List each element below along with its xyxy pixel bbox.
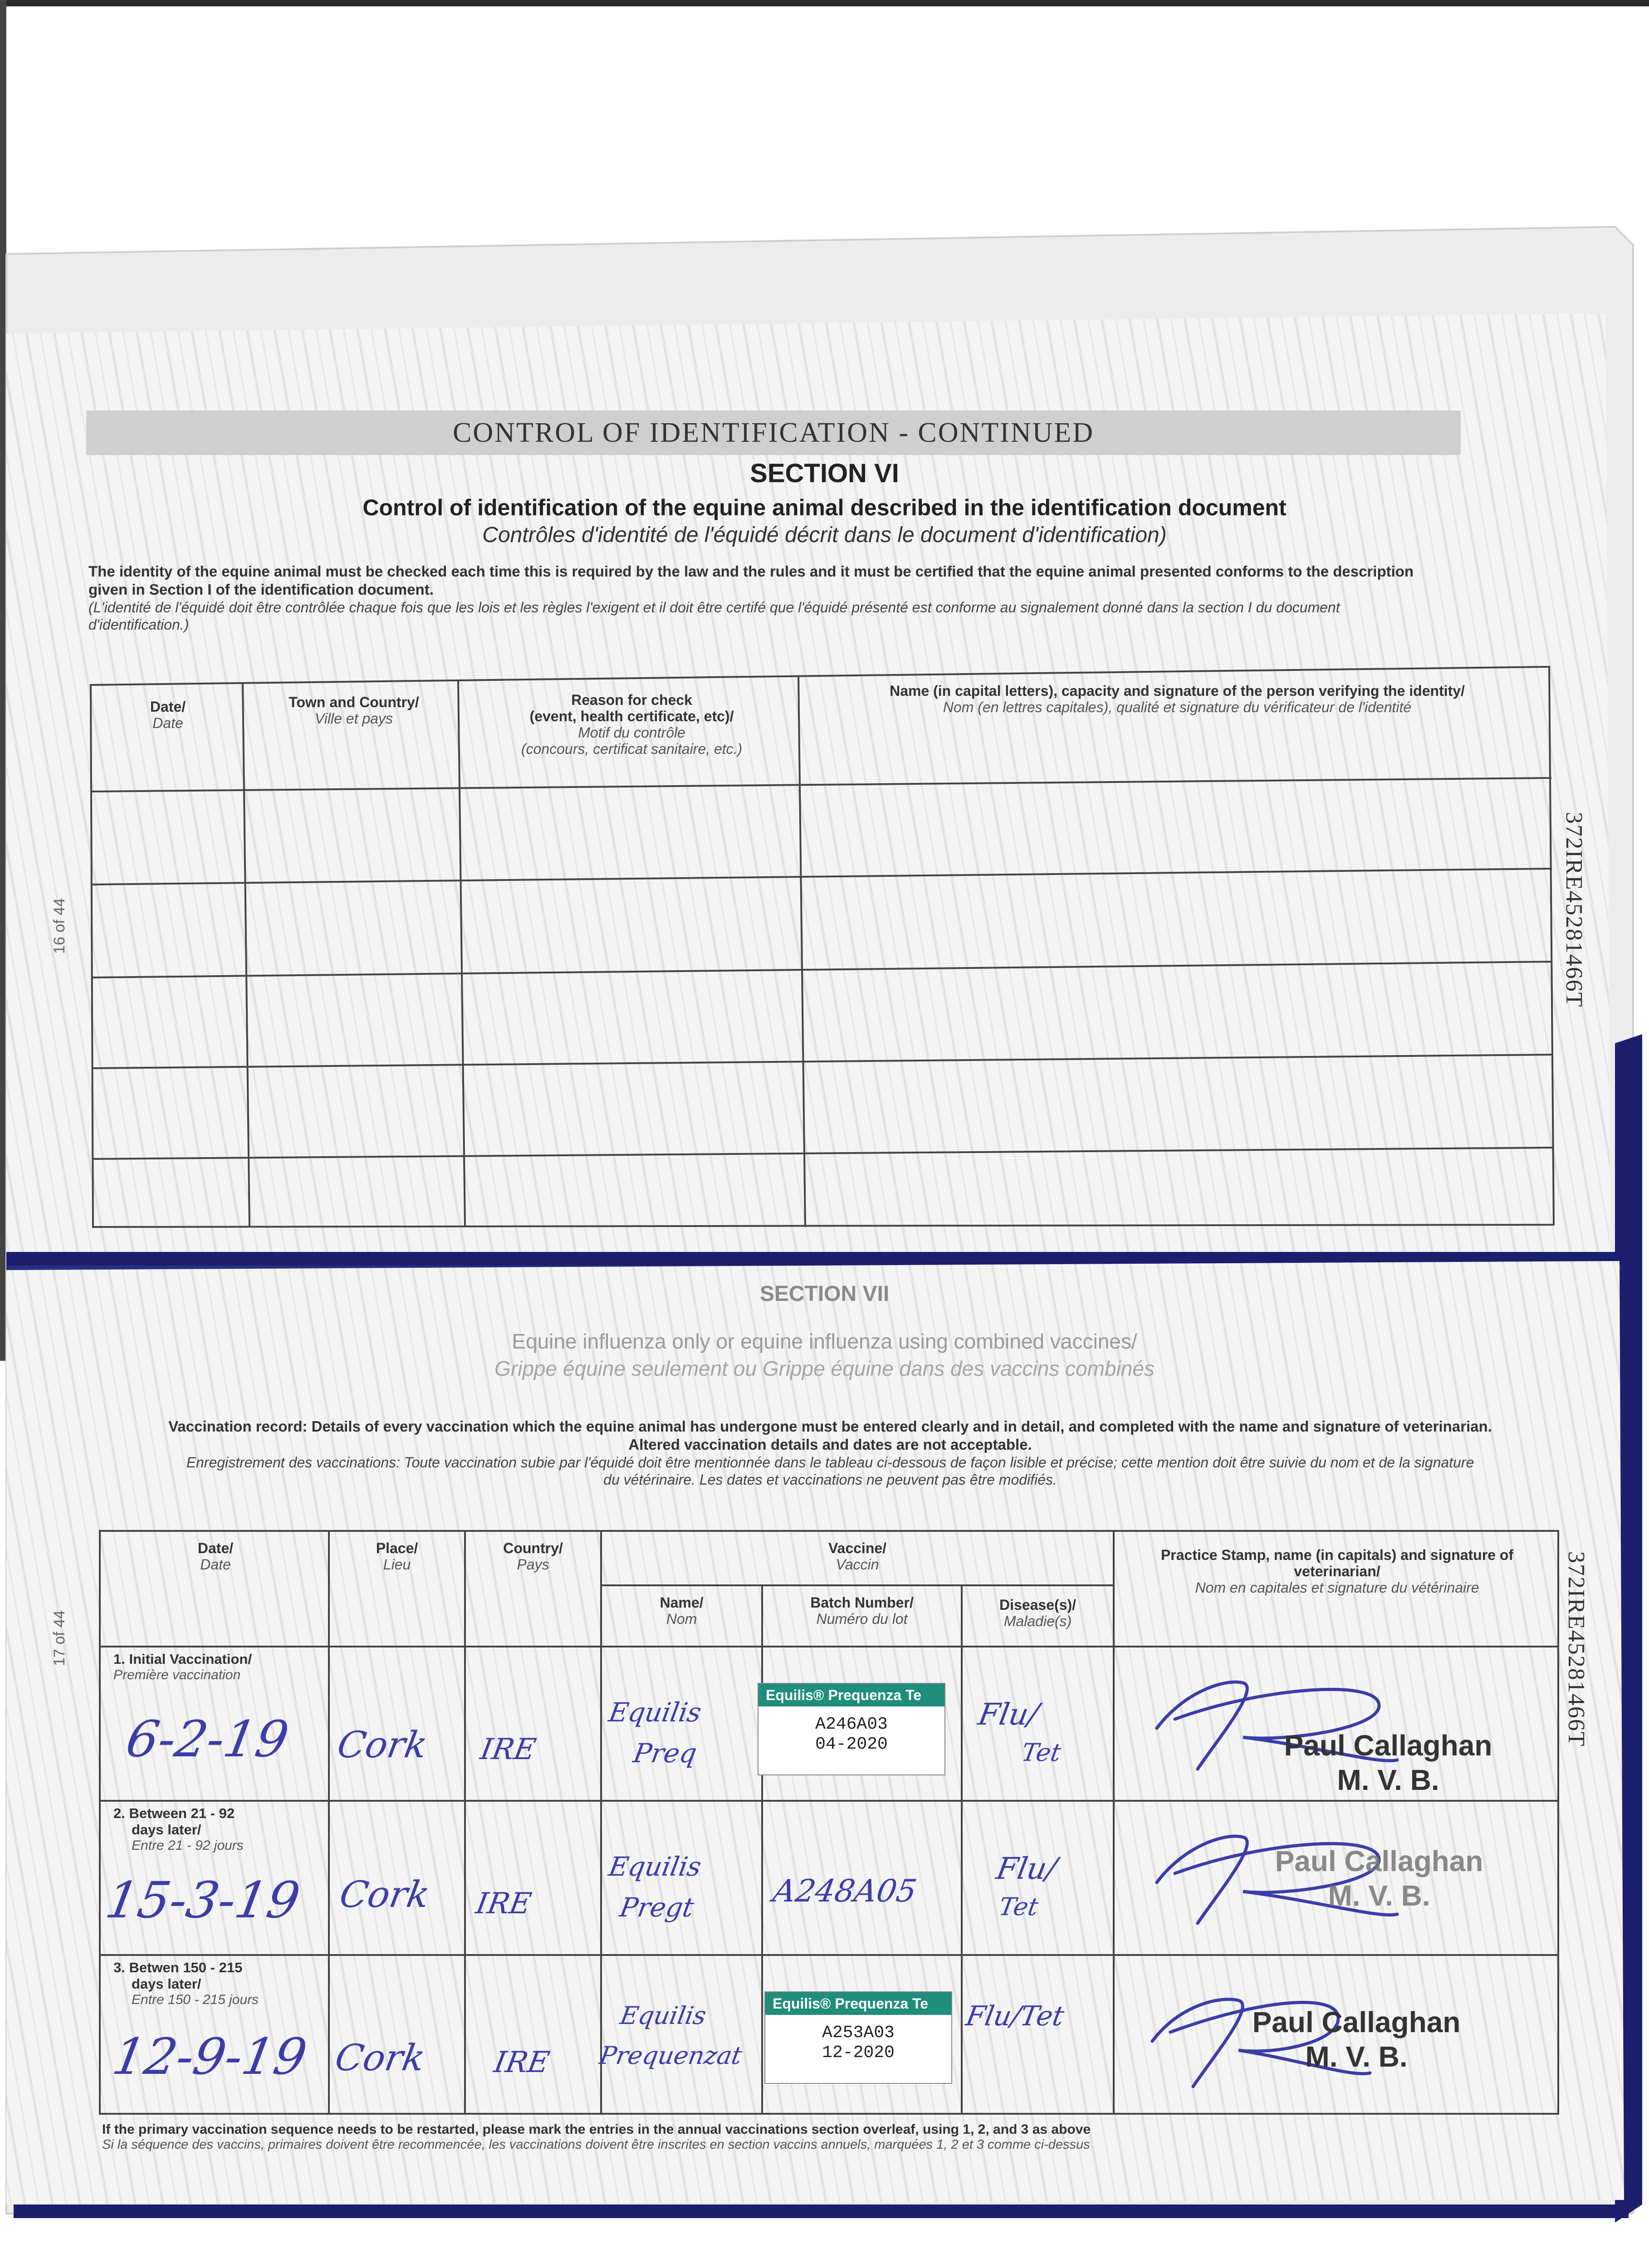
s7-col-name-fr: Nom: [666, 1611, 697, 1627]
row3-vaccine-name: [596, 1996, 752, 2076]
s7-col-country-en: Country/: [503, 1540, 563, 1556]
s6-col-name-en: Name (in capital letters), capacity and signature of the person verifying the identity/: [890, 683, 1465, 699]
row3-vaccine-name-1: Equilis: [618, 2001, 709, 2030]
row2-date: 15-3-19: [101, 1871, 304, 1929]
row2-disease-2: Tet: [997, 1892, 1041, 1921]
row1-batch-brand: Equilis® Prequenza Te: [758, 1684, 944, 1706]
row3-vet-stamp: [1198, 2005, 1515, 2074]
s6-col-reason-en-2: (event, health certificate, etc)/: [529, 708, 734, 724]
row1-vet-stamp: [1229, 1728, 1547, 1797]
s7-col-vaccine-name: [601, 1594, 762, 1627]
section7-footer-en: If the primary vaccination sequence needs to be restarted, please mark the entries in the annual vaccinations section overleaf, using 1, 2, and 3 as above: [102, 2122, 1091, 2137]
section7-subtitle-en: Equine influenza only or equine influenza using combined vaccines/: [512, 1330, 1137, 1353]
row2-country: IRE: [473, 1887, 534, 1921]
row3-label: [113, 1960, 327, 2008]
row1-country: IRE: [478, 1733, 538, 1766]
section7-intro: [104, 1418, 1556, 1488]
section7-passport-number: 372IRE45281466T: [1563, 1551, 1589, 1747]
s6-col-date-en: Date/: [150, 699, 186, 715]
row3-batch-brand: Equilis® Prequenza Te: [765, 1992, 951, 2015]
section6-intro-fr-1: (L'identité de l'équidé doit être contrôlée chaque fois que les lois et les règles l'exigent et il doit être certifé que l'équidé présenté est conforme au signalement donné dans la section I du document: [88, 599, 1340, 616]
row1-vaccine-name-1: Equilis: [606, 1697, 704, 1728]
row2-vet-name: Paul Callaghan: [1275, 1845, 1483, 1877]
row2-vaccine-name-1: Equilis: [606, 1851, 704, 1882]
row3-batch-label: [764, 1991, 952, 2084]
s6-col-reason-en-1: Reason for check: [571, 692, 692, 708]
section6-intro-en-1: The identity of the equine animal must be checked each time this is required by the law and the rules and it must be certified that the equine animal presented conforms to the description: [88, 563, 1414, 580]
row1-label: [113, 1651, 327, 1683]
row3-batch-number: A253A03: [822, 2023, 895, 2043]
row2-label: [113, 1805, 327, 1853]
section6-intro: [88, 562, 1540, 633]
row3-disease: Flu/Tet: [963, 2000, 1067, 2032]
row3-place: Cork: [332, 2037, 429, 2079]
row1-place: Cork: [334, 1724, 431, 1766]
row1-batch-expiry: 04-2020: [815, 1735, 888, 1754]
row2-label-en-1: 2. Between 21 - 92: [113, 1805, 235, 1821]
s7-col-stamp-en-1: Practice Stamp, name (in capitals) and signature of: [1160, 1547, 1514, 1563]
row1-batch-number: A246A03: [815, 1715, 888, 1734]
s6-col-reason-fr-1: Motif du contrôle: [578, 724, 685, 741]
row1-vaccine-name: [598, 1692, 707, 1774]
row3-label-en-2: days later/: [132, 1976, 201, 1992]
s7-col-stamp-fr: Nom en capitales et signature du vétérinaire: [1195, 1579, 1479, 1596]
section6-page-number: 16 of 44: [51, 898, 68, 954]
s7-col-stamp: [1116, 1547, 1558, 1596]
row1-vaccine-name-2: Preq: [631, 1738, 700, 1769]
section7-intro-label: Vaccination record:: [168, 1418, 308, 1435]
s7-col-vaccine-fr: Vaccin: [836, 1556, 879, 1573]
s6-col-town-en: Town and Country/: [289, 694, 419, 710]
section7-intro-fr-2: du vétérinaire. Les dates et vaccinations ne peuvent pas être modifiés.: [603, 1471, 1057, 1488]
s6-col-reason: [463, 692, 801, 757]
row3-date: 12-9-19: [108, 2028, 311, 2086]
row1-disease: [969, 1696, 1071, 1771]
row1-date: 6-2-19: [122, 1710, 293, 1768]
s7-col-date-fr: Date: [200, 1556, 231, 1573]
s7-col-disease-en: Disease(s)/: [999, 1597, 1076, 1613]
row1-vet-name: Paul Callaghan: [1284, 1729, 1492, 1762]
s6-col-town-fr: Ville et pays: [315, 710, 393, 727]
section7-intro-fr-1: Enregistrement des vaccinations: Toute vaccination subie par l'équidé doit être mentionnée dans le tableau ci-dessous de façon lisible et précise; cette mention doit être suivie du nom et de la signature: [186, 1454, 1474, 1471]
s7-col-stamp-en-2: veterinarian/: [1294, 1563, 1380, 1579]
section7-subtitle-fr: Grippe équine seulement ou Grippe équine dans des vaccins combinés: [494, 1357, 1155, 1380]
section7-intro-en-1: Details of every vaccination which the equine animal has undergone must be entered clearly and in detail, and completed with the name and signature of veterinarian.: [311, 1418, 1492, 1435]
section7-footer: [102, 2122, 1554, 2152]
row3-label-fr: Entre 150 - 215 jours: [132, 1992, 259, 2007]
section7-page-number: 17 of 44: [51, 1610, 68, 1666]
s7-col-disease-fr: Maladie(s): [1003, 1613, 1072, 1629]
s7-col-place-en: Place/: [376, 1540, 418, 1556]
s6-col-date-fr: Date: [152, 715, 183, 731]
row1-label-fr: Première vaccination: [113, 1667, 241, 1682]
s6-col-name-fr: Nom (en lettres capitales), qualité et signature du vérificateur de l'identité: [943, 699, 1412, 715]
row1-label-en: 1. Initial Vaccination/: [113, 1651, 252, 1667]
s6-col-town: [247, 694, 460, 727]
section6-subtitle-en: Control of identification of the equine animal described in the identification document: [362, 495, 1287, 520]
section6-subtitle-fr: Contrôles d'identité de l'équidé décrit dans le document d'identification): [482, 523, 1167, 547]
section6-header-band: CONTROL OF IDENTIFICATION - CONTINUED: [86, 411, 1461, 455]
s7-col-vaccine: [601, 1540, 1114, 1573]
s7-col-place-fr: Lieu: [383, 1556, 411, 1573]
row1-vet-title: M. V. B.: [1337, 1764, 1439, 1796]
s7-col-place: [329, 1540, 465, 1573]
s7-col-date-en: Date/: [197, 1540, 234, 1556]
s6-col-date: [93, 699, 243, 731]
row1-batch-label: [758, 1683, 945, 1775]
s7-col-country-fr: Pays: [517, 1556, 549, 1573]
s7-col-country: [465, 1540, 601, 1573]
section7-footer-fr: Si la séquence des vaccins, primaires doivent être recommencée, les vaccinations doivent être inscrites en section vaccins annuels, marquées 1, 2 et 3 comme ci-dessus: [102, 2137, 1090, 2152]
row1-disease-1: Flu/: [975, 1697, 1042, 1732]
row2-batch-number: A248A05: [770, 1873, 920, 1909]
s7-col-disease: [962, 1597, 1114, 1629]
row2-vet-title: M. V. B.: [1328, 1879, 1430, 1912]
row2-vaccine-name: [598, 1846, 705, 1928]
row3-batch-expiry: 12-2020: [822, 2043, 895, 2063]
section6-title: SECTION VI: [750, 459, 899, 488]
section7-title: SECTION VII: [759, 1282, 890, 1306]
s6-col-name: [805, 683, 1549, 715]
row1-disease-2: Tet: [1019, 1738, 1063, 1767]
s7-col-name-en: Name/: [660, 1594, 704, 1611]
row2-label-fr: Entre 21 - 92 jours: [132, 1838, 244, 1853]
s7-col-vaccine-en: Vaccine/: [828, 1540, 887, 1556]
row3-label-en-1: 3. Betwen 150 - 215: [113, 1960, 243, 1975]
row2-vaccine-name-2: Pregt: [617, 1892, 696, 1923]
row3-vet-name: Paul Callaghan: [1252, 2006, 1461, 2038]
s7-col-date: [102, 1540, 329, 1573]
section6-intro-fr-2: d'identification.): [88, 616, 189, 633]
row2-disease-1: Flu/: [993, 1851, 1060, 1886]
s7-col-batch-en: Batch Number/: [810, 1594, 914, 1611]
s6-col-reason-fr-2: (concours, certificat sanitaire, etc.): [521, 741, 743, 757]
row2-label-en-2: days later/: [132, 1822, 201, 1838]
section6-intro-en-2: given in Section I of the identification document.: [88, 581, 434, 598]
row3-country: IRE: [491, 2046, 552, 2079]
s7-col-batch-fr: Numéro du lot: [816, 1611, 908, 1627]
section6-passport-number: 372IRE45281466T: [1561, 812, 1587, 1008]
row2-place: Cork: [336, 1873, 433, 1916]
row2-vet-stamp: [1220, 1844, 1538, 1913]
s7-col-batch: [762, 1594, 962, 1627]
section7-intro-en-2: Altered vaccination details and dates are not acceptable.: [628, 1436, 1032, 1453]
row3-vet-title: M. V. B.: [1305, 2040, 1408, 2073]
row3-vaccine-name-2: Prequenzat: [597, 2041, 744, 2070]
